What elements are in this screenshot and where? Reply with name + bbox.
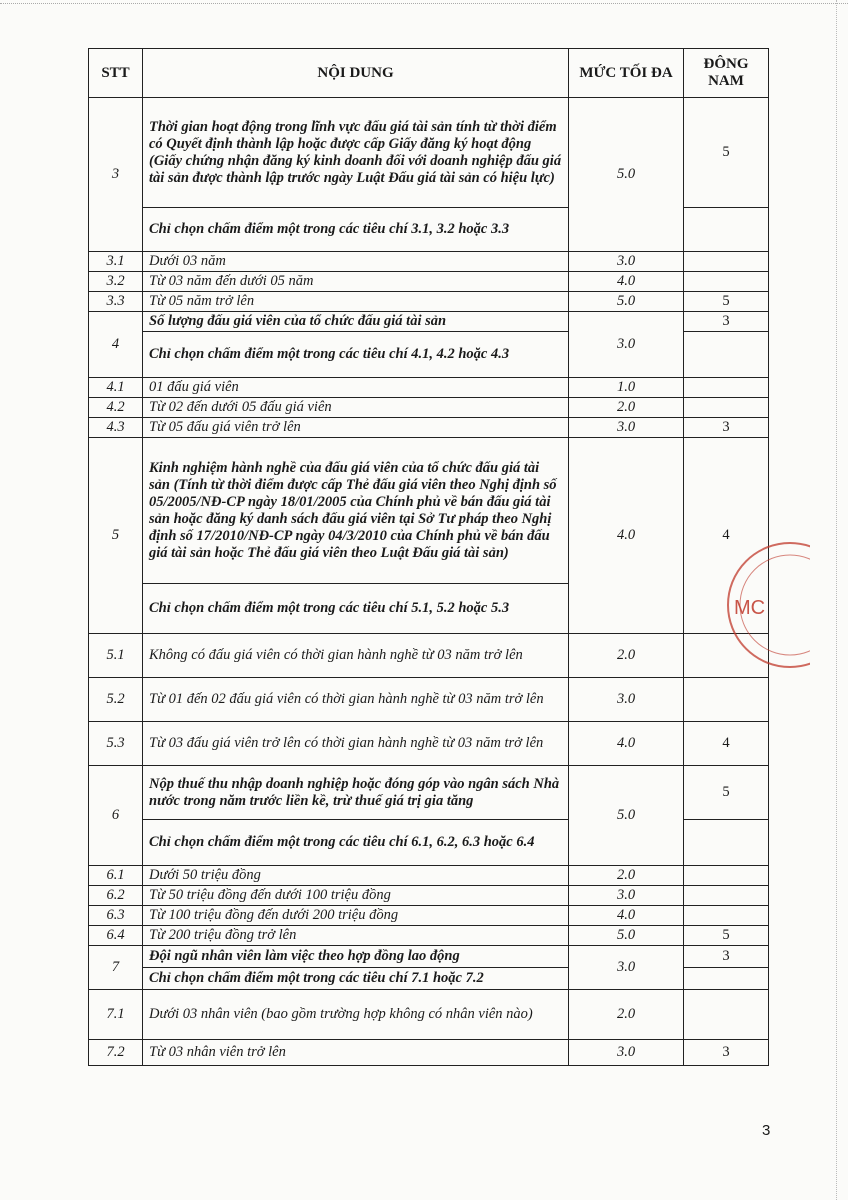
row-stt: 6.4 [89, 926, 143, 946]
row-stt: 3.2 [89, 272, 143, 292]
row-max: 4.0 [569, 438, 684, 634]
row-note: Chỉ chọn chấm điểm một trong các tiêu chí 7.1 hoặc 7.2 [143, 968, 569, 990]
row-stt: 4 [89, 312, 143, 378]
row-text: Từ 02 đến dưới 05 đấu giá viên [143, 398, 569, 418]
table-row [89, 866, 769, 886]
table-header [89, 49, 769, 98]
row-stt: 3.3 [89, 292, 143, 312]
row-max: 3.0 [569, 252, 684, 272]
row-note: Chỉ chọn chấm điểm một trong các tiêu chí 5.1, 5.2 hoặc 5.3 [143, 584, 569, 634]
row-stt: 4.3 [89, 418, 143, 438]
table-row [89, 766, 769, 820]
row-title: Số lượng đấu giá viên của tổ chức đấu giá tài sản [143, 312, 569, 332]
table-row [89, 312, 769, 332]
row-note: Chỉ chọn chấm điểm một trong các tiêu chí 3.1, 3.2 hoặc 3.3 [143, 208, 569, 252]
header-content: NỘI DUNG [143, 49, 569, 98]
row-stt: 5 [89, 438, 143, 634]
top-dotted-border [0, 3, 848, 4]
criteria-table [88, 48, 769, 1066]
row-stt: 6.2 [89, 886, 143, 906]
table-row [89, 926, 769, 946]
row-stt: 4.1 [89, 378, 143, 398]
table-row [89, 438, 769, 584]
row-max: 5.0 [569, 292, 684, 312]
row-text: Từ 200 triệu đồng trở lên [143, 926, 569, 946]
row-max: 2.0 [569, 634, 684, 678]
row-dongnam: 5 [684, 926, 769, 946]
row-text: Từ 100 triệu đồng đến dưới 200 triệu đồng [143, 906, 569, 926]
row-text: 01 đấu giá viên [143, 378, 569, 398]
row-note: Chỉ chọn chấm điểm một trong các tiêu chí 4.1, 4.2 hoặc 4.3 [143, 332, 569, 378]
seal-text: MC [734, 597, 766, 619]
row-stt: 5.2 [89, 678, 143, 722]
row-title: Kinh nghiệm hành nghề của đấu giá viên của tổ chức đấu giá tài sản (Tính từ thời điểm được cấp Thẻ đấu giá viên theo Nghị định số 05/2005/NĐ-CP ngày 18/01/2005 của Chính phủ về bán đấu giá tài sản hoặc đăng ký danh sách đấu giá viên tại Sở Tư pháp theo Nghị định số 17/2010/NĐ-CP ngày 04/3/2010 của Chính phủ về bán đấu giá tài sản hoặc Thẻ đấu giá viên theo Luật Đấu giá tài sản) [143, 438, 569, 584]
table-row [89, 946, 769, 968]
row-max: 3.0 [569, 418, 684, 438]
row-dongnam [684, 820, 769, 866]
row-max: 2.0 [569, 990, 684, 1040]
row-max: 3.0 [569, 886, 684, 906]
row-stt: 3.1 [89, 252, 143, 272]
red-seal-stamp [720, 530, 810, 680]
row-max: 3.0 [569, 678, 684, 722]
row-text: Dưới 03 năm [143, 252, 569, 272]
row-max: 2.0 [569, 398, 684, 418]
row-dongnam: 4 [684, 438, 769, 634]
header-dongnam: ĐÔNG NAM [684, 49, 769, 98]
row-stt: 6.1 [89, 866, 143, 886]
row-dongnam: 5 [684, 292, 769, 312]
row-note: Chỉ chọn chấm điểm một trong các tiêu chí 6.1, 6.2, 6.3 hoặc 6.4 [143, 820, 569, 866]
row-dongnam [684, 866, 769, 886]
row-max: 4.0 [569, 722, 684, 766]
row-stt: 6.3 [89, 906, 143, 926]
page-number: 3 [762, 1122, 771, 1139]
row-title: Nộp thuế thu nhập doanh nghiệp hoặc đóng góp vào ngân sách Nhà nước trong năm trước liền kề, trừ thuế giá trị gia tăng [143, 766, 569, 820]
row-max: 3.0 [569, 312, 684, 378]
table-row [89, 1040, 769, 1066]
table-row [89, 906, 769, 926]
row-stt: 6 [89, 766, 143, 866]
row-dongnam [684, 208, 769, 252]
table-row [89, 990, 769, 1040]
row-title: Thời gian hoạt động trong lĩnh vực đấu giá tài sản tính từ thời điểm có Quyết định thành lập hoặc được cấp Giấy đăng ký hoạt động (Giấy chứng nhận đăng ký kinh doanh đối với doanh nghiệp đấu giá tài sản được thành lập trước ngày Luật Đấu giá tài sản có hiệu lực) [143, 98, 569, 208]
row-text: Từ 03 năm đến dưới 05 năm [143, 272, 569, 292]
row-max: 4.0 [569, 272, 684, 292]
row-max: 4.0 [569, 906, 684, 926]
row-dongnam: 4 [684, 722, 769, 766]
row-text: Từ 03 nhân viên trở lên [143, 1040, 569, 1066]
row-dongnam: 3 [684, 1040, 769, 1066]
header-max: MỨC TỐI ĐA [569, 49, 684, 98]
row-dongnam: 5 [684, 98, 769, 208]
row-text: Dưới 03 nhân viên (bao gồm trường hợp không có nhân viên nào) [143, 990, 569, 1040]
table-row [89, 292, 769, 312]
row-dongnam [684, 990, 769, 1040]
table-row [89, 634, 769, 678]
row-stt: 7 [89, 946, 143, 990]
right-dotted-border [836, 0, 837, 1200]
table-row [89, 398, 769, 418]
row-dongnam [684, 378, 769, 398]
table-row [89, 252, 769, 272]
row-dongnam [684, 886, 769, 906]
row-title: Đội ngũ nhân viên làm việc theo hợp đồng lao động [143, 946, 569, 968]
row-dongnam [684, 252, 769, 272]
row-text: Dưới 50 triệu đồng [143, 866, 569, 886]
row-max: 3.0 [569, 1040, 684, 1066]
row-max: 5.0 [569, 926, 684, 946]
row-stt: 7.1 [89, 990, 143, 1040]
row-text: Từ 50 triệu đồng đến dưới 100 triệu đồng [143, 886, 569, 906]
row-dongnam: 3 [684, 312, 769, 332]
row-max: 5.0 [569, 766, 684, 866]
row-dongnam [684, 678, 769, 722]
table-row [89, 418, 769, 438]
table-row [89, 272, 769, 292]
row-dongnam [684, 398, 769, 418]
row-max: 5.0 [569, 98, 684, 252]
row-stt: 7.2 [89, 1040, 143, 1066]
table-row [89, 886, 769, 906]
row-text: Từ 01 đến 02 đấu giá viên có thời gian hành nghề từ 03 năm trở lên [143, 678, 569, 722]
table-row [89, 98, 769, 208]
row-dongnam: 5 [684, 766, 769, 820]
row-dongnam [684, 332, 769, 378]
row-max: 3.0 [569, 946, 684, 990]
row-dongnam [684, 968, 769, 990]
row-text: Từ 05 đấu giá viên trở lên [143, 418, 569, 438]
row-dongnam: 3 [684, 418, 769, 438]
table-row [89, 678, 769, 722]
row-dongnam: 3 [684, 946, 769, 968]
table-row [89, 722, 769, 766]
row-text: Không có đấu giá viên có thời gian hành nghề từ 03 năm trở lên [143, 634, 569, 678]
row-dongnam [684, 272, 769, 292]
header-stt: STT [89, 49, 143, 98]
row-max: 1.0 [569, 378, 684, 398]
row-stt: 3 [89, 98, 143, 252]
table-row [89, 378, 769, 398]
row-dongnam [684, 906, 769, 926]
row-stt: 4.2 [89, 398, 143, 418]
row-stt: 5.1 [89, 634, 143, 678]
row-text: Từ 03 đấu giá viên trở lên có thời gian hành nghề từ 03 năm trở lên [143, 722, 569, 766]
row-max: 2.0 [569, 866, 684, 886]
row-text: Từ 05 năm trở lên [143, 292, 569, 312]
row-stt: 5.3 [89, 722, 143, 766]
